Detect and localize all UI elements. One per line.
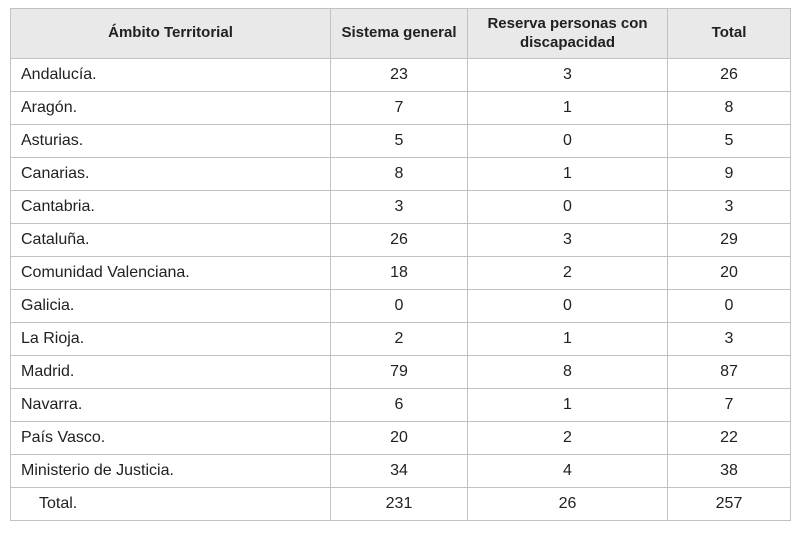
territory-cell: Galicia. (11, 290, 331, 323)
table-row (11, 257, 791, 290)
table-row (11, 422, 791, 455)
value-cell: 4 (468, 455, 668, 488)
value-cell: 0 (668, 290, 791, 323)
table-row (11, 158, 791, 191)
table-row (11, 125, 791, 158)
value-cell: 3 (331, 191, 468, 224)
territory-cell: Asturias. (11, 125, 331, 158)
table-row (11, 92, 791, 125)
document-page (10, 8, 790, 521)
value-cell: 29 (668, 224, 791, 257)
column-header-total: Total (668, 9, 791, 59)
value-cell: 26 (468, 488, 668, 521)
value-cell: 3 (468, 224, 668, 257)
value-cell: 0 (468, 125, 668, 158)
territory-cell: Aragón. (11, 92, 331, 125)
value-cell: 3 (468, 59, 668, 92)
value-cell: 1 (468, 92, 668, 125)
table-row (11, 191, 791, 224)
value-cell: 22 (668, 422, 791, 455)
value-cell: 3 (668, 323, 791, 356)
territory-cell: Ministerio de Justicia. (11, 455, 331, 488)
value-cell: 2 (468, 422, 668, 455)
value-cell: 257 (668, 488, 791, 521)
value-cell: 0 (468, 191, 668, 224)
territory-cell: País Vasco. (11, 422, 331, 455)
table-row (11, 323, 791, 356)
territory-cell: Cataluña. (11, 224, 331, 257)
value-cell: 1 (468, 323, 668, 356)
territory-cell: La Rioja. (11, 323, 331, 356)
value-cell: 26 (331, 224, 468, 257)
value-cell: 20 (331, 422, 468, 455)
value-cell: 79 (331, 356, 468, 389)
table-row (11, 224, 791, 257)
value-cell: 87 (668, 356, 791, 389)
table-body (11, 59, 791, 521)
value-cell: 2 (468, 257, 668, 290)
value-cell: 0 (468, 290, 668, 323)
value-cell: 34 (331, 455, 468, 488)
value-cell: 5 (331, 125, 468, 158)
table-row (11, 290, 791, 323)
value-cell: 8 (668, 92, 791, 125)
column-header-reserva-discapacidad: Reserva personas con discapacidad (468, 9, 668, 59)
table-row (11, 455, 791, 488)
value-cell: 1 (468, 389, 668, 422)
value-cell: 0 (331, 290, 468, 323)
value-cell: 1 (468, 158, 668, 191)
value-cell: 38 (668, 455, 791, 488)
value-cell: 9 (668, 158, 791, 191)
territory-cell: Cantabria. (11, 191, 331, 224)
territory-cell: Canarias. (11, 158, 331, 191)
column-header-sistema-general: Sistema general (331, 9, 468, 59)
territorial-data-table (10, 8, 791, 521)
table-row (11, 356, 791, 389)
value-cell: 18 (331, 257, 468, 290)
territory-cell: Madrid. (11, 356, 331, 389)
territory-cell: Total. (11, 488, 331, 521)
table-row (11, 389, 791, 422)
value-cell: 5 (668, 125, 791, 158)
value-cell: 8 (468, 356, 668, 389)
territory-cell: Navarra. (11, 389, 331, 422)
value-cell: 7 (668, 389, 791, 422)
value-cell: 7 (331, 92, 468, 125)
value-cell: 8 (331, 158, 468, 191)
value-cell: 3 (668, 191, 791, 224)
value-cell: 2 (331, 323, 468, 356)
value-cell: 26 (668, 59, 791, 92)
table-row (11, 59, 791, 92)
territory-cell: Comunidad Valenciana. (11, 257, 331, 290)
table-footer-row (11, 488, 791, 521)
value-cell: 6 (331, 389, 468, 422)
territory-cell: Andalucía. (11, 59, 331, 92)
value-cell: 23 (331, 59, 468, 92)
table-header-row (11, 9, 791, 59)
value-cell: 231 (331, 488, 468, 521)
column-header-ambito-territorial: Ámbito Territorial (11, 9, 331, 59)
value-cell: 20 (668, 257, 791, 290)
